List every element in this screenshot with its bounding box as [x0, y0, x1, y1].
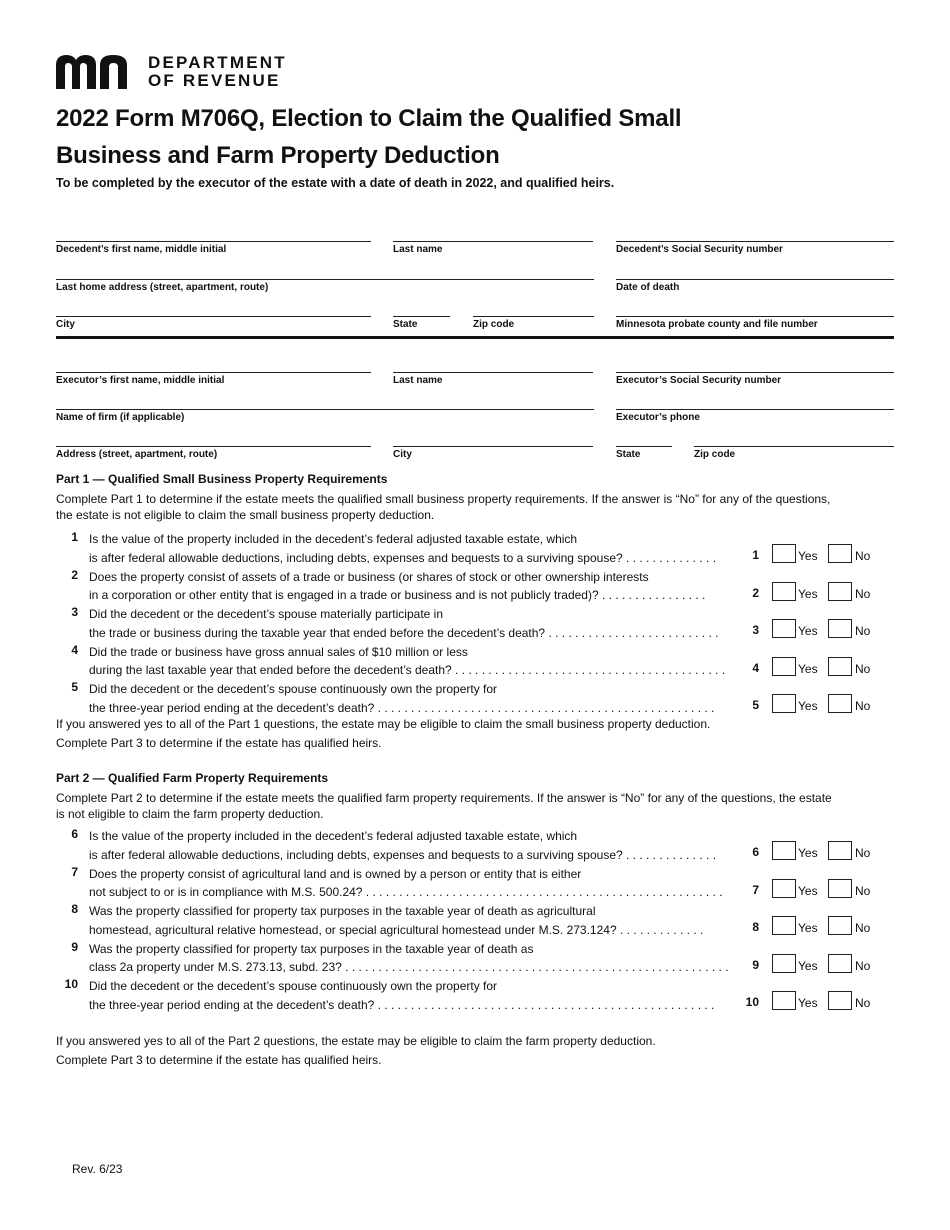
line-number: 6	[752, 845, 759, 859]
part2-footer-line-2: Complete Part 3 to determine if the estate has qualified heirs.	[56, 1053, 382, 1067]
part1-footer	[56, 715, 901, 753]
line-number: 3	[752, 623, 759, 637]
part1-footer-line-2: Complete Part 3 to determine if the estate has qualified heirs.	[56, 736, 382, 750]
question-text-line-2: is after federal allowable deductions, including debts, expenses and bequests to a surviving spouse? . . . . . . . . . . . . . .	[89, 550, 717, 565]
yes-label: Yes	[798, 624, 818, 638]
no-label: No	[855, 921, 871, 935]
no-checkbox[interactable]	[828, 544, 852, 563]
no-checkbox[interactable]	[828, 619, 852, 638]
question-text	[89, 530, 744, 567]
question-number: 4	[71, 642, 78, 657]
part2-intro-line-2: is not eligible to claim the farm property deduction.	[56, 807, 324, 821]
yes-checkbox[interactable]	[772, 954, 796, 973]
decedent-ssn-field[interactable]: Decedent’s Social Security number	[616, 241, 894, 255]
part2-intro-line-1: Complete Part 2 to determine if the estate meets the qualified farm property requirements. If the answer is “No” for any of the questions, the estate	[56, 791, 832, 805]
probate-county-field[interactable]: Minnesota probate county and file number	[616, 316, 894, 330]
question-text-line-1: Was the property classified for property tax purposes in the taxable year of death as	[89, 941, 534, 956]
yes-checkbox[interactable]	[772, 694, 796, 713]
revision-date: Rev. 6/23	[72, 1162, 123, 1176]
question-text-line-2: in a corporation or other entity that is engaged in a trade or business and is not publicly traded)? . . . . . . . . . . . . . . . .	[89, 588, 706, 602]
part2-footer-line-1: If you answered yes to all of the Part 2 questions, the estate may be eligible to claim the farm property deduction.	[56, 1034, 656, 1048]
no-checkbox[interactable]	[828, 657, 852, 676]
date-of-death-field[interactable]: Date of death	[616, 279, 894, 293]
dept-line-1: DEPARTMENT	[148, 53, 287, 72]
yes-checkbox[interactable]	[772, 544, 796, 563]
state-field[interactable]: State	[393, 316, 450, 330]
yes-label: Yes	[798, 846, 818, 860]
question-number: 7	[71, 864, 78, 879]
question-text-line-2: during the last taxable year that ended before the decedent’s death? . . . . . . . . . . . . . . . . . . . . . . . . . . . . . . . . . . . . . . . . .	[89, 663, 726, 677]
decedent-first-name-field[interactable]: Decedent’s first name, middle initial	[56, 241, 371, 255]
no-checkbox[interactable]	[828, 694, 852, 713]
executor-last-name-field[interactable]: Last name	[393, 372, 593, 386]
line-number: 8	[752, 920, 759, 934]
no-label: No	[855, 958, 871, 973]
part2-intro	[56, 790, 901, 822]
yes-label: Yes	[798, 883, 818, 898]
question-number: 9	[71, 939, 78, 954]
no-checkbox[interactable]	[828, 582, 852, 601]
executor-state-field[interactable]: State	[616, 446, 672, 460]
part1-heading: Part 1 — Qualified Small Business Property Requirements	[56, 472, 388, 486]
question-text-line-1: Is the value of the property included in the decedent’s federal adjusted taxable estate, which	[89, 829, 578, 843]
yes-label: Yes	[798, 921, 818, 935]
no-checkbox[interactable]	[828, 879, 852, 898]
no-checkbox[interactable]	[828, 954, 852, 973]
form-title-line-1: 2022 Form M706Q, Election to Claim the Qualified Small	[56, 105, 682, 132]
executor-city-field[interactable]: City	[393, 446, 593, 460]
question-text-line-2: class 2a property under M.S. 273.13, subd. 23? . . . . . . . . . . . . . . . . . . . . . . . . . . . . . . . . . . . . . . . . . . . . . . . . . . . . . . . . . .	[89, 960, 729, 974]
question-number: 10	[64, 977, 78, 991]
question-number: 2	[71, 567, 78, 582]
question-text-line-1: Did the decedent or the decedent’s spouse continuously own the property for	[89, 979, 498, 993]
executor-address-field[interactable]: Address (street, apartment, route)	[56, 446, 371, 460]
question-text	[89, 827, 744, 864]
no-label: No	[855, 883, 871, 898]
question-number: 6	[71, 827, 78, 841]
executor-phone-field[interactable]: Executor’s phone	[616, 409, 894, 423]
no-checkbox[interactable]	[828, 916, 852, 935]
form-subtitle: To be completed by the executor of the estate with a date of death in 2022, and qualified heirs.	[56, 176, 615, 190]
section-divider	[56, 336, 894, 339]
no-label: No	[855, 549, 871, 563]
executor-ssn-field[interactable]: Executor’s Social Security number	[616, 372, 894, 386]
part1-intro	[56, 491, 901, 523]
yes-checkbox[interactable]	[772, 991, 796, 1010]
question-text-line-1: Is the value of the property included in the decedent’s federal adjusted taxable estate, which	[89, 532, 578, 546]
question-text	[89, 643, 744, 680]
no-label: No	[855, 624, 871, 638]
yes-label: Yes	[798, 996, 818, 1010]
yes-label: Yes	[798, 661, 818, 676]
part2-footer	[56, 1032, 901, 1070]
no-label: No	[855, 699, 871, 713]
part2-heading: Part 2 — Qualified Farm Property Requirements	[56, 771, 329, 785]
question-text	[89, 940, 744, 977]
last-home-address-field[interactable]: Last home address (street, apartment, route)	[56, 279, 594, 293]
question-text	[89, 680, 744, 717]
no-checkbox[interactable]	[828, 841, 852, 860]
part1-intro-line-1: Complete Part 1 to determine if the estate meets the qualified small business property requirements. If the answer is “No” for any of the questions,	[56, 492, 831, 506]
decedent-last-name-field[interactable]: Last name	[393, 241, 593, 255]
question-number: 1	[71, 530, 78, 544]
part1-footer-line-1: If you answered yes to all of the Part 1 questions, the estate may be eligible to claim the small business property deduction.	[56, 717, 711, 731]
question-text-line-2: the three-year period ending at the decedent’s death? . . . . . . . . . . . . . . . . . . . . . . . . . . . . . . . . . . . . . . . . . . . . . . . . . . .	[89, 700, 715, 715]
yes-checkbox[interactable]	[772, 916, 796, 935]
question-text-line-1: Does the property consist of assets of a trade or business (or shares of stock or other ownership interests	[89, 569, 649, 584]
firm-name-field[interactable]: Name of firm (if applicable)	[56, 409, 594, 423]
yes-label: Yes	[798, 549, 818, 563]
dept-line-2: OF REVENUE	[148, 71, 281, 90]
city-field[interactable]: City	[56, 316, 371, 330]
no-checkbox[interactable]	[828, 991, 852, 1010]
yes-label: Yes	[798, 586, 818, 601]
yes-checkbox[interactable]	[772, 657, 796, 676]
yes-checkbox[interactable]	[772, 841, 796, 860]
zip-field[interactable]: Zip code	[473, 316, 594, 330]
line-number: 9	[752, 957, 759, 972]
question-text-line-2: is after federal allowable deductions, including debts, expenses and bequests to a surviving spouse? . . . . . . . . . . . . . .	[89, 847, 717, 862]
form-title-line-2: Business and Farm Property Deduction	[56, 142, 500, 169]
yes-checkbox[interactable]	[772, 879, 796, 898]
yes-label: Yes	[798, 699, 818, 713]
no-label: No	[855, 661, 871, 676]
question-text-line-1: Did the trade or business have gross annual sales of $10 million or less	[89, 644, 468, 659]
question-text-line-2: the three-year period ending at the decedent’s death? . . . . . . . . . . . . . . . . . . . . . . . . . . . . . . . . . . . . . . . . . . . . . . . . . . .	[89, 997, 715, 1012]
no-label: No	[855, 846, 871, 860]
question-text-line-1: Was the property classified for property tax purposes in the taxable year of death as agricultural	[89, 904, 596, 918]
question-text-line-1: Does the property consist of agricultural land and is owned by a person or entity that is either	[89, 866, 582, 881]
question-text-line-2: homestead, agricultural relative homestead, or special agricultural homestead under M.S. 273.124? . . . . . . . . . . . . .	[89, 922, 704, 937]
department-name	[148, 54, 287, 90]
line-number: 2	[752, 585, 759, 600]
line-number: 1	[752, 548, 759, 562]
executor-zip-field[interactable]: Zip code	[694, 446, 894, 460]
line-number: 10	[745, 995, 759, 1009]
question-text-line-1: Did the decedent or the decedent’s spouse continuously own the property for	[89, 682, 498, 696]
executor-first-name-field[interactable]: Executor’s first name, middle initial	[56, 372, 371, 386]
no-label: No	[855, 586, 871, 601]
no-label: No	[855, 996, 871, 1010]
mn-logo-icon	[56, 55, 136, 89]
question-text	[89, 605, 744, 642]
question-text-line-1: Did the decedent or the decedent’s spouse materially participate in	[89, 607, 443, 621]
question-text-line-2: the trade or business during the taxable year that ended before the decedent’s death? . . . . . . . . . . . . . . . . . . . . . . . . . .	[89, 625, 719, 640]
question-text	[89, 568, 744, 605]
line-number: 4	[752, 660, 759, 675]
question-number: 8	[71, 902, 78, 916]
question-number: 3	[71, 605, 78, 619]
question-text	[89, 977, 744, 1014]
question-number: 5	[71, 680, 78, 694]
yes-checkbox[interactable]	[772, 619, 796, 638]
question-text	[89, 865, 744, 902]
line-number: 5	[752, 698, 759, 712]
yes-label: Yes	[798, 958, 818, 973]
part1-intro-line-2: the estate is not eligible to claim the small business property deduction.	[56, 508, 435, 522]
question-text-line-2: not subject to or is in compliance with M.S. 500.24? . . . . . . . . . . . . . . . . . . . . . . . . . . . . . . . . . . . . . . . . . . . . . . . . . . . . . .	[89, 885, 723, 899]
yes-checkbox[interactable]	[772, 582, 796, 601]
question-text	[89, 902, 744, 939]
line-number: 7	[752, 882, 759, 897]
